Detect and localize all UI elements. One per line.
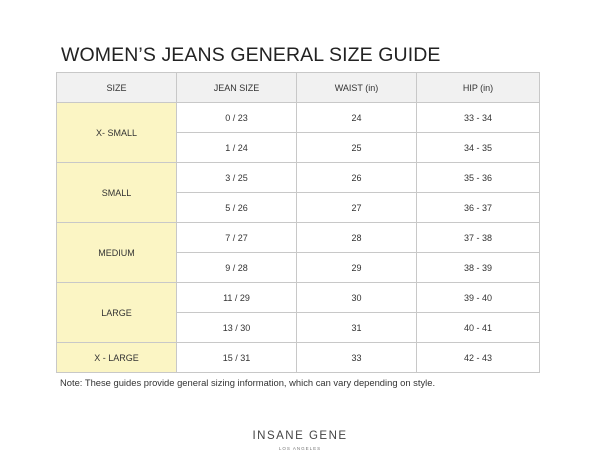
header-hip: HIP (in) <box>417 73 540 103</box>
hip-cell: 38 - 39 <box>417 253 540 283</box>
jean-size-cell: 9 / 28 <box>177 253 297 283</box>
hip-cell: 35 - 36 <box>417 163 540 193</box>
table-row <box>57 343 540 373</box>
size-label: MEDIUM <box>57 223 177 283</box>
brand-logo: INSANE GENE <box>252 430 348 442</box>
size-guide-table <box>56 72 540 373</box>
waist-cell: 29 <box>297 253 417 283</box>
sizing-note: Note: These guides provide general sizing information, which can vary depending on style. <box>60 377 436 388</box>
header-jean-size: JEAN SIZE <box>177 73 297 103</box>
header-waist: WAIST (in) <box>297 73 417 103</box>
waist-cell: 25 <box>297 133 417 163</box>
table-row <box>57 103 540 133</box>
jean-size-cell: 0 / 23 <box>177 103 297 133</box>
table-row <box>57 283 540 313</box>
hip-cell: 33 - 34 <box>417 103 540 133</box>
jean-size-cell: 13 / 30 <box>177 313 297 343</box>
jean-size-cell: 15 / 31 <box>177 343 297 373</box>
table-row <box>57 223 540 253</box>
size-label: X- SMALL <box>57 103 177 163</box>
header-size: SIZE <box>57 73 177 103</box>
waist-cell: 26 <box>297 163 417 193</box>
hip-cell: 39 - 40 <box>417 283 540 313</box>
jean-size-cell: 1 / 24 <box>177 133 297 163</box>
hip-cell: 40 - 41 <box>417 313 540 343</box>
table-row <box>57 163 540 193</box>
hip-cell: 34 - 35 <box>417 133 540 163</box>
jean-size-cell: 5 / 26 <box>177 193 297 223</box>
size-label: LARGE <box>57 283 177 343</box>
table-header-row <box>57 73 540 103</box>
brand-tagline: LOS ANGELES <box>278 446 322 451</box>
waist-cell: 28 <box>297 223 417 253</box>
hip-cell: 36 - 37 <box>417 193 540 223</box>
waist-cell: 31 <box>297 313 417 343</box>
jean-size-cell: 11 / 29 <box>177 283 297 313</box>
size-label: SMALL <box>57 163 177 223</box>
jean-size-cell: 3 / 25 <box>177 163 297 193</box>
hip-cell: 42 - 43 <box>417 343 540 373</box>
waist-cell: 24 <box>297 103 417 133</box>
jean-size-cell: 7 / 27 <box>177 223 297 253</box>
page-title: WOMEN’S JEANS GENERAL SIZE GUIDE <box>61 44 441 66</box>
waist-cell: 27 <box>297 193 417 223</box>
waist-cell: 33 <box>297 343 417 373</box>
hip-cell: 37 - 38 <box>417 223 540 253</box>
size-label: X - LARGE <box>57 343 177 373</box>
waist-cell: 30 <box>297 283 417 313</box>
